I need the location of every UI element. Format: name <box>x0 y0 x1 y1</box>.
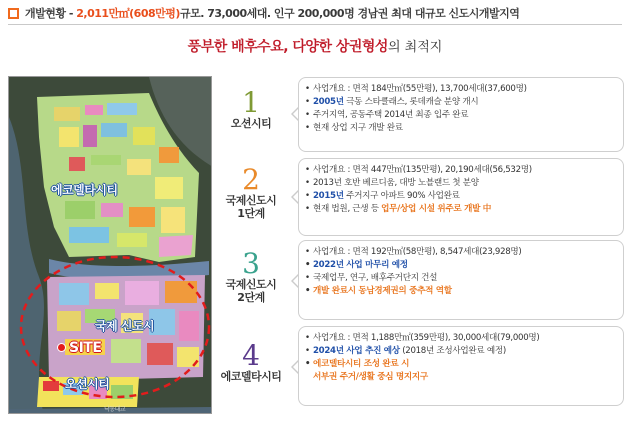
pointer-arrow-icon <box>291 190 298 204</box>
district-label <box>212 240 290 320</box>
district-number: 1 <box>242 86 260 119</box>
subtitle-main: 풍부한 배후수요, 다양한 상권형성 <box>187 39 388 55</box>
pointer-arrow-icon <box>291 360 298 374</box>
district-name: 오션시티 <box>230 117 272 130</box>
district-label <box>212 77 290 152</box>
card-bullet: • 2013년 호반 베르디움, 대방 노블랜드 첫 분양 <box>313 177 617 190</box>
bullet-lead: 현재 법원, 근생 등 <box>313 204 382 214</box>
header-square-icon <box>8 8 19 19</box>
bullet-rest: (2018년 조성사업완료 예정) <box>399 346 506 356</box>
site-marker-icon <box>57 343 66 352</box>
page-header <box>8 4 622 22</box>
card-bullet: • 사업개요 : 면적 192만㎡(58만평), 8,547세대(23,928명) <box>313 246 617 259</box>
district-name: 국제신도시 <box>225 278 277 291</box>
card-bullet: • 개발 완료시 동남경제권의 중추적 역할 <box>313 285 617 298</box>
district-phase: 1단계 <box>237 207 265 220</box>
header-highlight: 2,011만㎡(608만평) <box>76 7 180 20</box>
header-divider <box>8 24 622 25</box>
card-bullet: • 사업개요 : 면적 184만㎡(55만평), 13,700세대(37,600명) <box>313 83 617 96</box>
district-row-2 <box>212 158 624 236</box>
card-bullet <box>313 345 617 358</box>
district-number: 2 <box>242 163 260 196</box>
bullet-rest: 주거지구 아파트 90% 사업완료 <box>343 191 460 201</box>
card-bullet-continuation: 서부권 주거/생활 중심 명지지구 <box>313 372 428 382</box>
subtitle-suffix: 의 최적지 <box>387 40 443 55</box>
bullet-highlight: 2015년 <box>313 191 344 201</box>
card-bullet: • 에코델타시티 조성 완료 시 <box>313 358 617 371</box>
bullet-highlight: 업무/상업 시설 위주로 개발 中 <box>381 204 492 214</box>
card-bullet: • 국제업무, 연구, 배후주거단지 건설 <box>313 272 617 285</box>
map-graphic <box>9 77 212 414</box>
district-row-4 <box>212 326 624 406</box>
district-card <box>298 240 624 320</box>
map-label-eco-delta: 에코델타시티 <box>51 183 118 197</box>
card-bullet: • 사업개요 : 면적 447만㎡(135만평), 20,190세대(56,532명) <box>313 164 617 177</box>
district-card <box>298 77 624 152</box>
map-label-ocean-city: 오션시티 <box>65 377 110 391</box>
site-map <box>8 76 212 414</box>
map-label-intl-city: 국제 신도시 <box>95 319 155 333</box>
bullet-highlight: 2005년 <box>313 97 344 107</box>
subtitle <box>0 36 630 56</box>
district-row-3 <box>212 240 624 320</box>
district-name: 국제신도시 <box>225 194 277 207</box>
bullet-rest: 극동 스타클래스, 롯데캐슬 분양 개시 <box>343 97 479 107</box>
district-label <box>212 326 290 406</box>
card-bullet <box>313 203 617 216</box>
district-number: 4 <box>242 339 260 372</box>
map-label-site: SITE <box>69 340 102 356</box>
map-label-bridge: 낙동대교 <box>104 406 126 413</box>
bullet-highlight: 2024년 사업 추진 예상 <box>313 346 400 356</box>
card-bullet <box>313 190 617 203</box>
district-card <box>298 158 624 236</box>
card-bullet <box>313 96 617 109</box>
district-label <box>212 158 290 236</box>
card-bullet: • 사업개요 : 면적 1,188만㎡(359만평), 30,000세대(79,000명) <box>313 332 617 345</box>
header-prefix: 개발현황 - <box>25 7 77 20</box>
district-name: 에코델타시티 <box>220 370 282 383</box>
header-title <box>25 5 519 21</box>
district-card <box>298 326 624 406</box>
card-bullet: • 현재 상업 지구 개발 완료 <box>313 122 617 135</box>
card-bullet: • 주거지역, 공동주택 2014년 최종 입주 완료 <box>313 109 617 122</box>
pointer-arrow-icon <box>291 107 298 121</box>
header-rest: 규모. 73,000세대. 인구 200,000명 경남권 최대 대규모 신도시개발지역 <box>179 7 520 20</box>
district-row-1 <box>212 77 624 152</box>
district-number: 3 <box>242 247 260 280</box>
pointer-arrow-icon <box>291 274 298 288</box>
district-phase: 2단계 <box>237 291 265 304</box>
card-bullet: • 2022년 사업 마무리 예정 <box>313 259 617 272</box>
